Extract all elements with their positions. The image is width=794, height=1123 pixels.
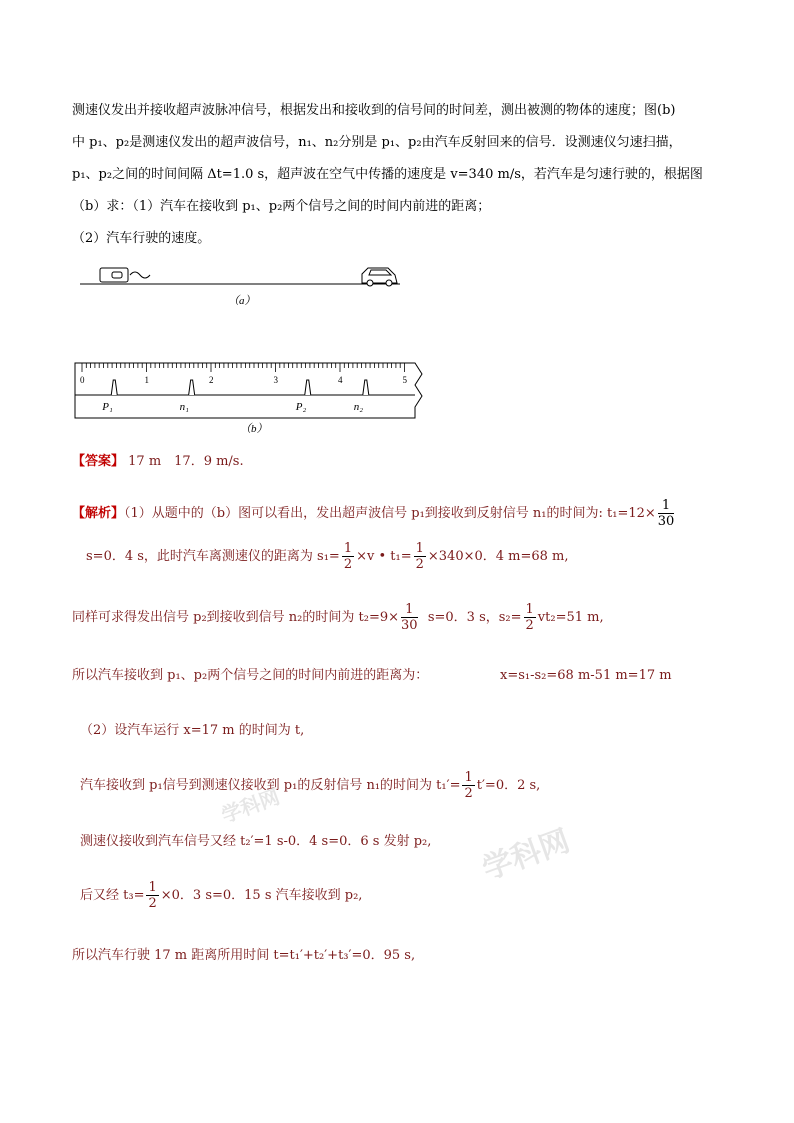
pulse-label: P₁ (102, 401, 113, 413)
fraction: $\frac{1}{2}$ (525, 602, 534, 633)
scale-frame (75, 363, 422, 418)
fraction: $\frac{1}{2}$ (148, 880, 157, 911)
analysis-text: （1）从题中的（b）图可以看出，发出超声波信号 p₁到接收到反射信号 n₁的时间为: t₁=12× (124, 506, 656, 521)
scale-number: 5 (402, 375, 407, 385)
scale-number: 0 (80, 375, 85, 385)
analysis-line-8 (80, 880, 362, 911)
car-icon (362, 268, 397, 286)
scale-number: 3 (273, 375, 278, 385)
pulse-label: n₁ (179, 401, 189, 413)
problem-line-3: p₁、p₂之间的时间间隔 Δt=1.0 s，超声波在空气中传播的速度是 v=340 m/s，若汽车是匀速行驶的，根据图 (72, 167, 703, 182)
analysis-text: ×0．3 s=0．15 s 汽车接收到 p₂, (160, 888, 363, 903)
answer-label: 【答案】 (72, 454, 125, 469)
fraction: $\frac{1}{2}$ (415, 541, 424, 572)
problem-line-1: 测速仪发出并接收超声波脉冲信号，根据发出和接收到的信号间的时间差，测出被测的物体的速度；图(b) (72, 103, 676, 118)
figure-b (70, 358, 430, 438)
problem-line-5: （2）汽车行驶的速度。 (72, 231, 211, 246)
watermark: 学科网 (477, 823, 575, 888)
analysis-line-7: 测速仪接收到汽车信号又经 t₂′=1 s-0．4 s=0．6 s 发射 p₂, (80, 834, 432, 849)
analysis-line-5: （2）设汽车运行 x=17 m 的时间为 t, (80, 723, 305, 738)
analysis-line-6 (80, 770, 540, 801)
problem-line-4: （b）求：（1）汽车在接收到 p₁、p₂两个信号之间的时间内前进的距离； (72, 199, 491, 214)
analysis-text: s=0．3 s，s₂= (427, 610, 522, 625)
analysis-line-9: 所以汽车行驶 17 m 距离所用时间 t=t₁′+t₂′+t₃′=0．95 s, (72, 948, 416, 963)
scale-number: 2 (209, 375, 214, 385)
fraction: $\frac{1}{30}$ (657, 498, 675, 529)
speed-meter-icon (100, 268, 150, 282)
analysis-line-3 (72, 602, 604, 633)
figure-a-caption: （a） (228, 295, 256, 307)
analysis-text: 后又经 t₃= (80, 888, 145, 903)
fraction: $\frac{1}{2}$ (343, 541, 353, 572)
analysis-text: 汽车接收到 p₁信号到测速仪接收到 p₁的反射信号 n₁的时间为 t₁′= (80, 778, 461, 793)
analysis-text: t′=0．2 s, (476, 778, 541, 793)
analysis-line-1 (72, 498, 676, 529)
analysis-text: ×340×0．4 m=68 m, (427, 549, 569, 564)
fraction: $\frac{1}{2}$ (464, 770, 473, 801)
figure-a (60, 258, 420, 313)
analysis-line-4-equation: x=s₁-s₂=68 m-51 m=17 m (500, 668, 672, 683)
analysis-text: s=0．4 s，此时汽车离测速仪的距离为 s₁= (86, 549, 340, 564)
scale-number: 4 (338, 375, 343, 385)
scale-number: 1 (144, 375, 149, 385)
analysis-label: 【解析】 (72, 506, 125, 521)
pulse-label: P₂ (295, 401, 307, 413)
answer-line (72, 454, 244, 470)
figure-b-caption: （b） (240, 423, 268, 435)
pulse-label: n₂ (353, 401, 364, 413)
analysis-text: 同样可求得发出信号 p₂到接收到信号 n₂的时间为 t₂=9× (72, 610, 400, 625)
analysis-text: vt₂=51 m, (537, 610, 604, 625)
answer-text: 17 m 17．9 m/s. (128, 454, 244, 469)
analysis-text: ×v • t₁= (356, 549, 412, 564)
problem-line-2: 中 p₁、p₂是测速仪发出的超声波信号，n₁、n₂分别是 p₁、p₂由汽车反射回来的信号．设测速仪匀速扫描， (72, 135, 682, 150)
watermark: 学科网 (218, 784, 283, 828)
analysis-line-4: 所以汽车接收到 p₁、p₂两个信号之间的时间内前进的距离为： (72, 668, 429, 683)
analysis-line-2 (86, 541, 569, 572)
fraction: $\frac{1}{30}$ (401, 602, 418, 633)
